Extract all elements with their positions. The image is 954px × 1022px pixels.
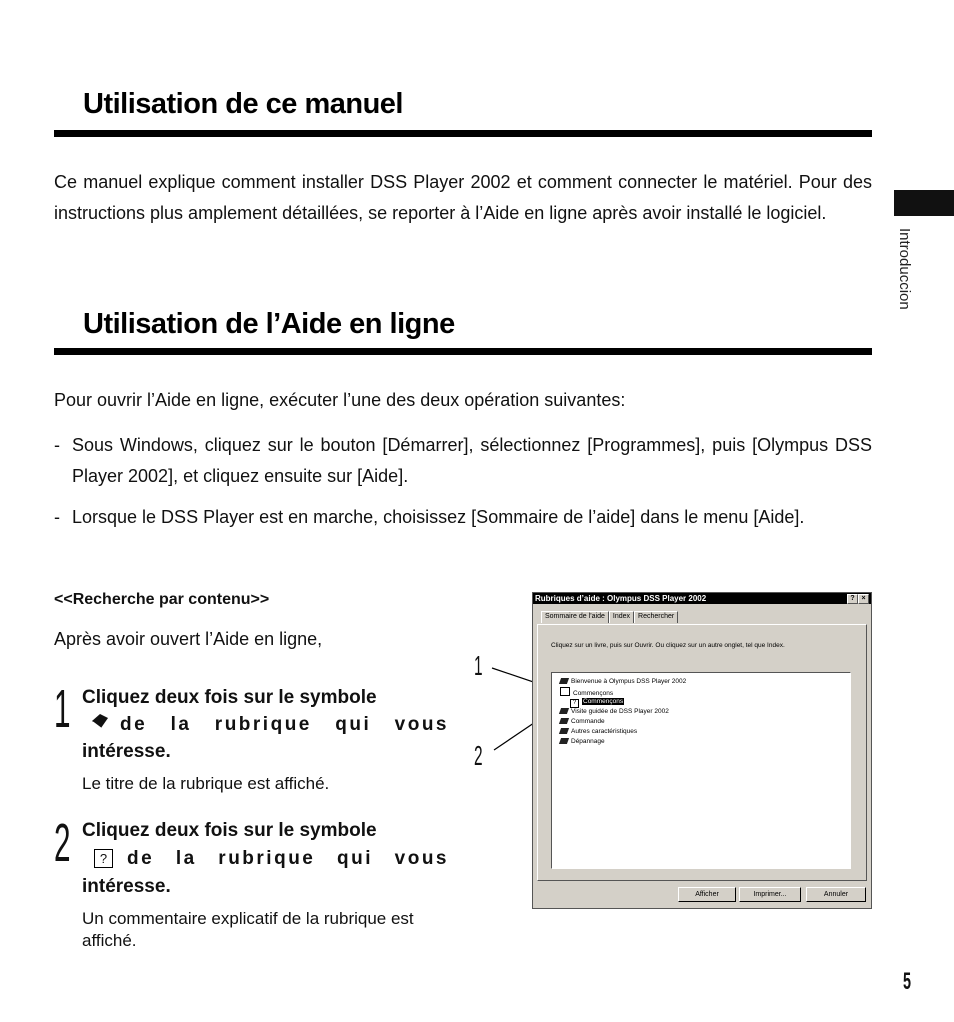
dialog-instruction: Cliquez sur un livre, puis sur Ouvrir. Ou cliquez sur un autre onglet, tel que Index. (551, 642, 785, 649)
close-icon[interactable]: × (858, 594, 869, 604)
bullet-marker: - (54, 507, 60, 527)
step-description: Le titre de la rubrique est affiché. (82, 774, 330, 793)
callout-number: 1 (474, 650, 483, 681)
step-title-line (82, 711, 449, 738)
subsection-heading: <<Recherche par contenu>> (54, 591, 270, 608)
tree-item[interactable] (560, 677, 850, 687)
tree-item-label: Commençons (573, 690, 614, 697)
step-description: Un commentaire explicatif de la rubrique est affiché. (82, 909, 414, 950)
cancel-button[interactable]: Annuler (806, 887, 866, 902)
bullet-item: Sous Windows, cliquez sur le bouton [Démarrer], sélectionnez [Programmes], puis [Olympus DSS Player 2002], et cliquez ensuite sur [Aide]. (72, 435, 872, 486)
step-title-line: Cliquez deux fois sur le symbole (82, 687, 377, 708)
chapter-tab-label: Introduccion (896, 228, 913, 310)
dialog-title: Rubriques d’aide : Olympus DSS Player 2002 (535, 594, 707, 603)
online-help-intro: Pour ouvrir l’Aide en ligne, exécuter l’une des deux opération suivantes: (54, 390, 626, 410)
book-icon (559, 708, 569, 714)
tree-item-label: Autres caractéristiques (571, 728, 638, 735)
step-title-line: intéresse. (82, 876, 171, 897)
book-icon (559, 678, 569, 684)
step-title-text: de la rubrique qui vous (120, 714, 449, 735)
tab-contents[interactable]: Sommaire de l’aide (541, 611, 609, 623)
tab-panel (537, 624, 867, 881)
dialog-tabs (541, 611, 678, 623)
tree-item-label: Commande (571, 718, 605, 725)
tree-item[interactable] (560, 717, 850, 727)
tab-index[interactable]: Index (609, 611, 634, 623)
section-title-online-help: Utilisation de l’Aide en ligne (83, 308, 455, 340)
book-icon (559, 728, 569, 734)
book-icon (559, 718, 569, 724)
tree-item-label: Dépannage (571, 738, 605, 745)
topic-question-icon: ? (94, 849, 113, 868)
step-title-line (82, 845, 449, 872)
tree-item-selected[interactable] (560, 697, 850, 707)
open-book-icon (560, 687, 570, 696)
bullet-marker: - (54, 435, 60, 455)
display-button[interactable]: Afficher (678, 887, 736, 902)
topics-tree[interactable] (551, 672, 851, 869)
tree-item[interactable] (560, 687, 850, 697)
step-title-line: Cliquez deux fois sur le symbole (82, 820, 377, 841)
book-icon (559, 738, 569, 744)
tree-item[interactable] (560, 737, 850, 747)
subsection-intro: Après avoir ouvert l’Aide en ligne, (54, 629, 323, 649)
manual-paragraph: Ce manuel explique comment installer DSS Player 2002 et comment connecter le matériel. Pour des instructions plus amplement détaillées, se reporter à l’Aide en ligne après avoir installé le logiciel. (54, 172, 872, 223)
chapter-tab-marker (894, 190, 954, 216)
tree-item-label: Visite guidée de DSS Player 2002 (571, 708, 669, 715)
tree-item[interactable] (560, 727, 850, 737)
tab-search[interactable]: Rechercher (634, 611, 678, 623)
step-title-text: de la rubrique qui vous (127, 848, 449, 869)
help-topics-dialog (532, 592, 872, 909)
section-title-manual: Utilisation de ce manuel (83, 88, 403, 120)
print-button[interactable]: Imprimer... (739, 887, 801, 902)
tree-item-label: Bienvenue à Olympus DSS Player 2002 (571, 678, 687, 685)
step-number: 2 (54, 813, 71, 873)
step-number: 1 (54, 679, 71, 739)
section-rule (54, 130, 872, 137)
topic-question-icon: ? (570, 699, 579, 708)
callout-number: 2 (474, 740, 483, 771)
tree-item[interactable] (560, 707, 850, 717)
step-title-line: intéresse. (82, 741, 171, 762)
page-number: 5 (903, 968, 912, 995)
bullet-item: Lorsque le DSS Player est en marche, choisissez [Sommaire de l’aide] dans le menu [Aide]. (72, 507, 805, 527)
tree-item-label: Commençons (583, 698, 624, 705)
dialog-titlebar (533, 593, 871, 604)
section-rule (54, 348, 872, 355)
help-title-button[interactable]: ? (847, 594, 858, 604)
book-icon (90, 711, 110, 738)
